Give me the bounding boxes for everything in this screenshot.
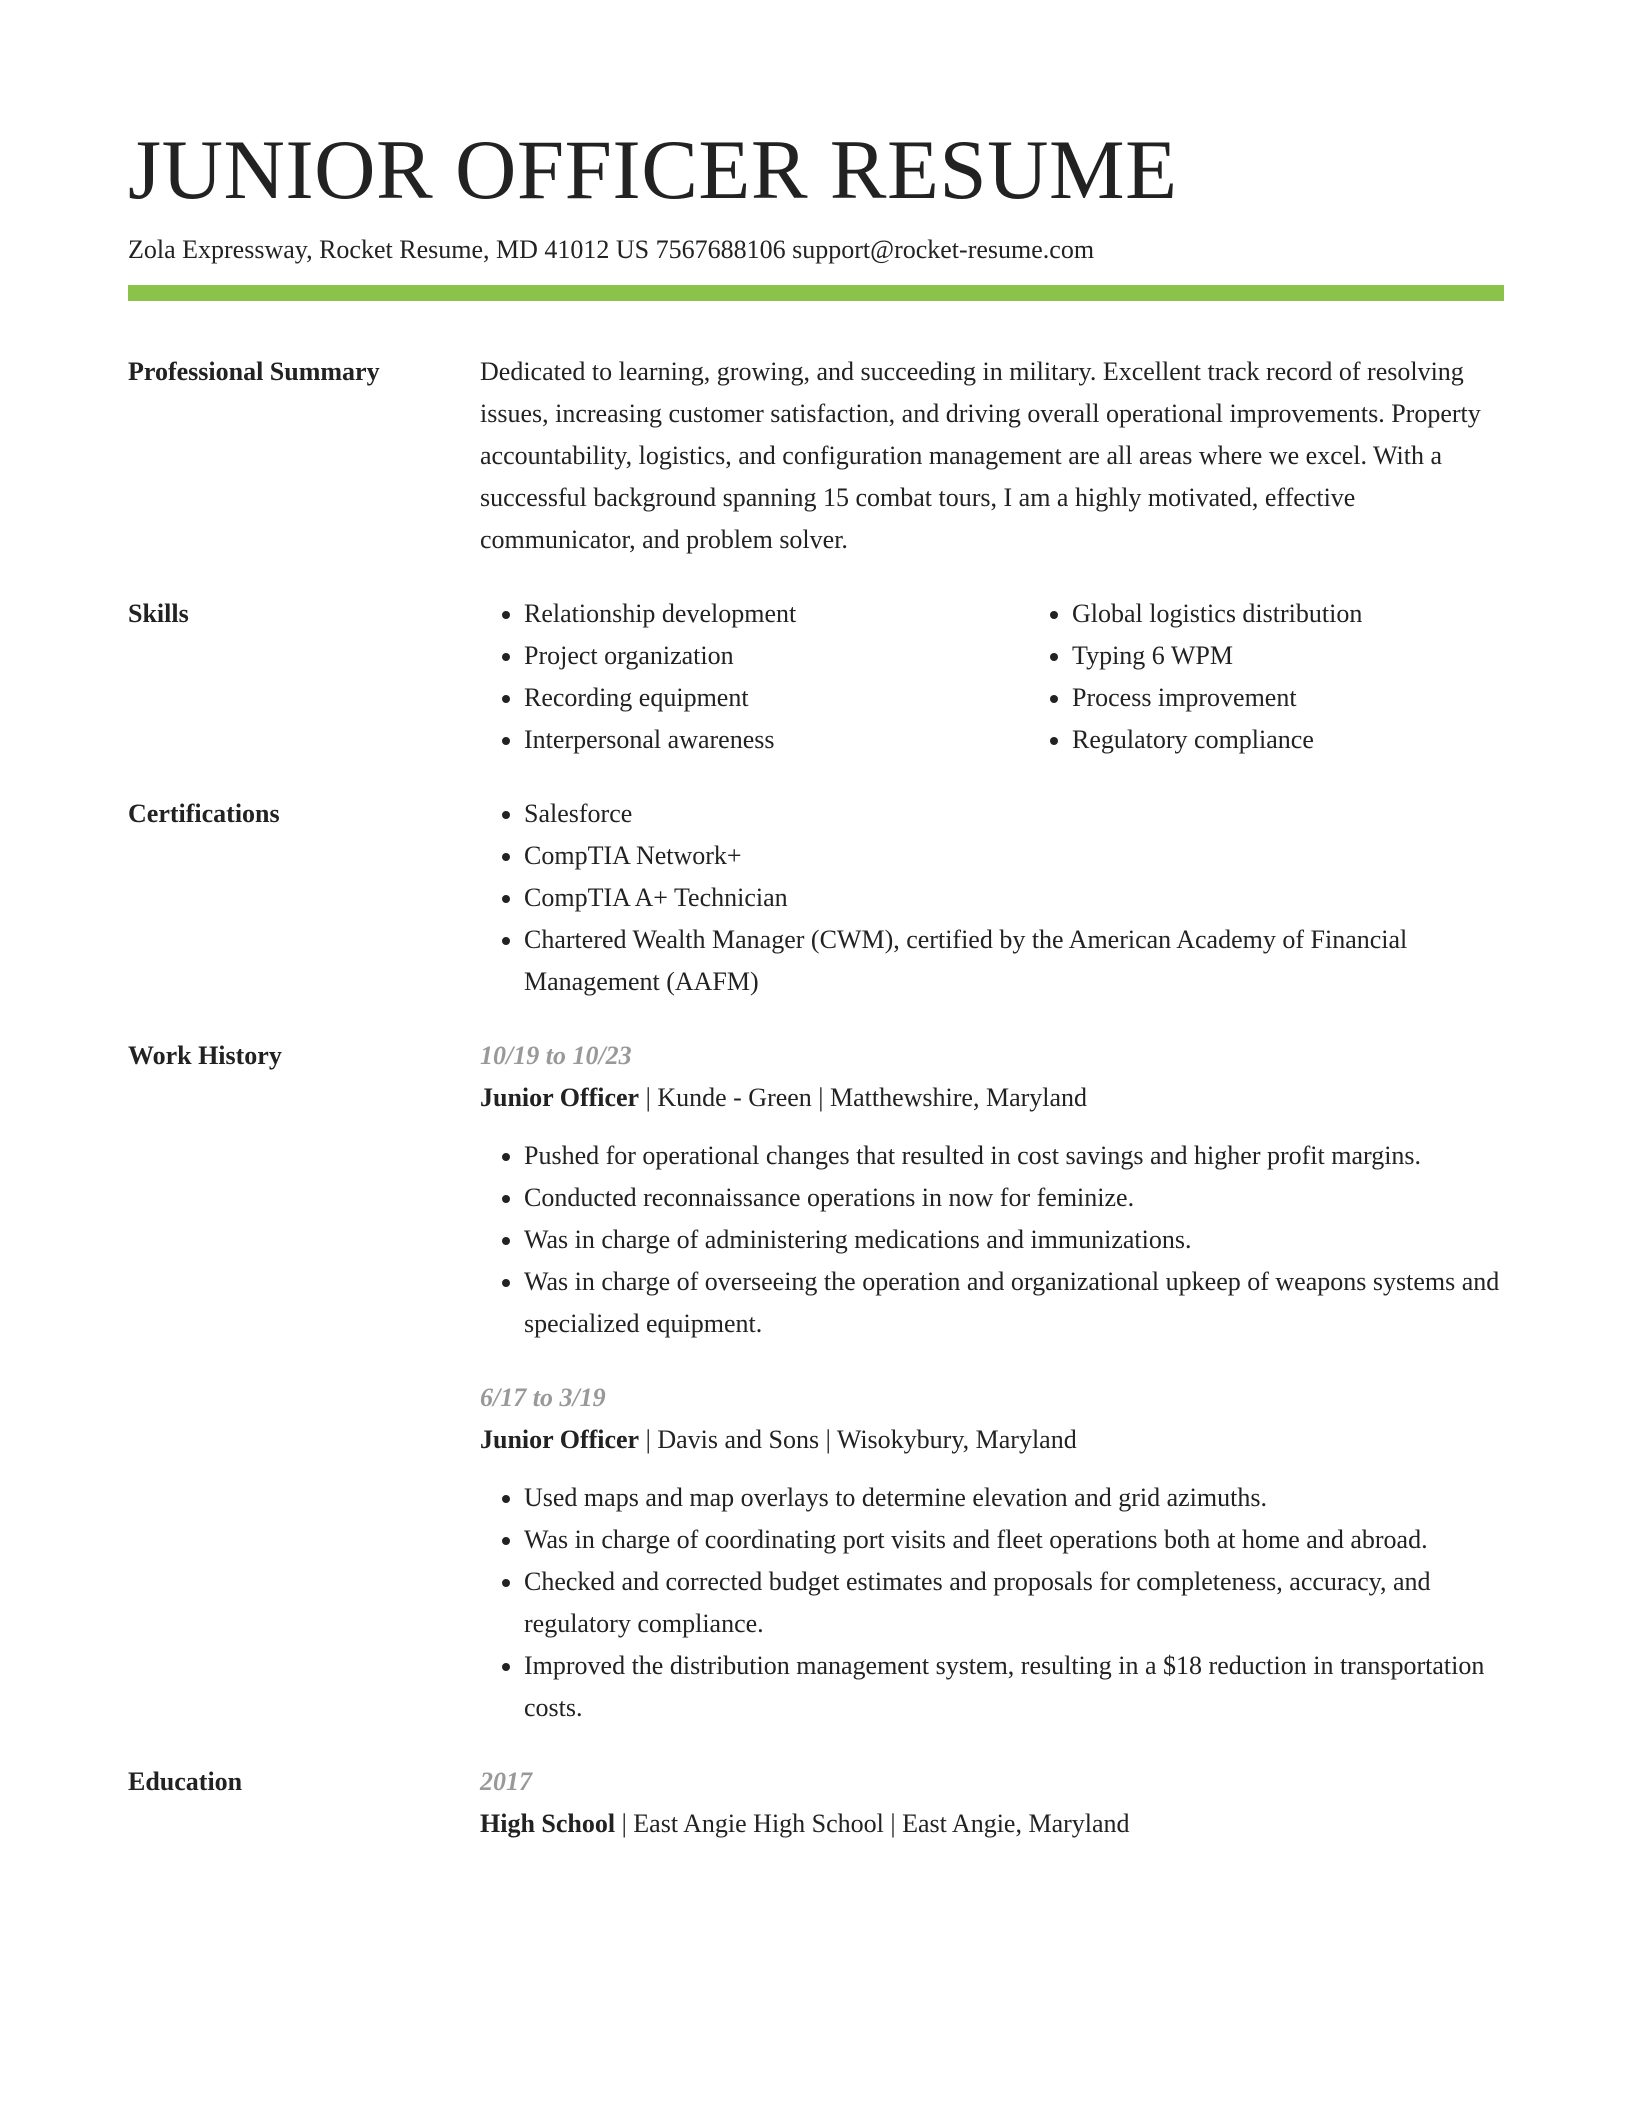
skills-list-left xyxy=(480,593,1028,761)
summary-section xyxy=(128,351,1504,561)
certification-item: • CompTIA Network+ xyxy=(524,835,1504,877)
job-title: Junior Officer xyxy=(480,1425,640,1454)
education-degree: High School xyxy=(480,1809,616,1838)
work-history-section xyxy=(128,1035,1504,1729)
job-entry xyxy=(480,1035,1504,1345)
job-bullet: • Improved the distribution management system, resulting in a $18 reduction in transportation costs. xyxy=(524,1645,1504,1729)
certification-item: • CompTIA A+ Technician xyxy=(524,877,1504,919)
job-bullet: • Pushed for operational changes that resulted in cost savings and higher profit margins. xyxy=(524,1135,1504,1177)
skill-item: • Recording equipment xyxy=(524,677,1028,719)
section-label-summary: Professional Summary xyxy=(128,357,380,386)
section-label-education: Education xyxy=(128,1767,243,1796)
education-line xyxy=(480,1803,1504,1845)
education-school-location: | East Angie High School | East Angie, Maryland xyxy=(615,1809,1130,1838)
job-bullet: • Was in charge of coordinating port visits and fleet operations both at home and abroad. xyxy=(524,1519,1504,1561)
skill-item: • Process improvement xyxy=(1072,677,1504,719)
job-bullets xyxy=(480,1135,1504,1345)
certifications-section xyxy=(128,793,1504,1003)
skill-item: • Relationship development xyxy=(524,593,1028,635)
job-dates: 6/17 to 3/19 xyxy=(480,1383,606,1412)
education-section xyxy=(128,1761,1504,1845)
job-employer-location: | Davis and Sons | Wisokybury, Maryland xyxy=(639,1425,1077,1454)
job-employer-location: | Kunde - Green | Matthewshire, Maryland xyxy=(639,1083,1088,1112)
skill-item: • Interpersonal awareness xyxy=(524,719,1028,761)
skill-item: • Global logistics distribution xyxy=(1072,593,1504,635)
job-bullets xyxy=(480,1477,1504,1729)
certification-item: • Chartered Wealth Manager (CWM), certified by the American Academy of Financial Management (AAFM) xyxy=(524,919,1504,1003)
job-bullet: • Was in charge of administering medications and immunizations. xyxy=(524,1219,1504,1261)
job-bullet: • Conducted reconnaissance operations in now for feminize. xyxy=(524,1177,1504,1219)
resume-title: JUNIOR OFFICER RESUME xyxy=(128,123,1178,217)
job-role-line xyxy=(480,1077,1504,1119)
section-label-certifications: Certifications xyxy=(128,799,280,828)
skill-item: • Typing 6 WPM xyxy=(1072,635,1504,677)
job-dates: 10/19 to 10/23 xyxy=(480,1041,632,1070)
accent-divider xyxy=(128,285,1504,301)
certification-item: • Salesforce xyxy=(524,793,1504,835)
skill-item: • Regulatory compliance xyxy=(1072,719,1504,761)
section-label-work-history: Work History xyxy=(128,1041,282,1070)
skill-item: • Project organization xyxy=(524,635,1028,677)
job-role-line xyxy=(480,1419,1504,1461)
section-label-skills: Skills xyxy=(128,599,189,628)
job-title: Junior Officer xyxy=(480,1083,640,1112)
job-bullet: • Was in charge of overseeing the operation and organizational upkeep of weapons systems and specialized equipment. xyxy=(524,1261,1504,1345)
resume-page xyxy=(128,118,1504,1845)
job-bullet: • Checked and corrected budget estimates and proposals for completeness, accuracy, and regulatory compliance. xyxy=(524,1561,1504,1645)
skills-section xyxy=(128,593,1504,761)
summary-text: Dedicated to learning, growing, and succeeding in military. Excellent track record of resolving issues, increasing customer satisfaction, and driving overall operational improvements. Property accountability, logistics, and configuration management are all areas where we excel. With a successful background spanning 15 combat tours, I am a highly motivated, effective communicator, and problem solver. xyxy=(480,357,1481,554)
certifications-list xyxy=(480,793,1504,1003)
contact-info: Zola Expressway, Rocket Resume, MD 41012 US 7567688106 support@rocket-resume.com xyxy=(128,235,1095,264)
job-entry xyxy=(480,1377,1504,1729)
skills-grid xyxy=(480,593,1504,761)
education-year: 2017 xyxy=(480,1767,532,1796)
job-bullet: • Used maps and map overlays to determine elevation and grid azimuths. xyxy=(524,1477,1504,1519)
skills-list-right xyxy=(1028,593,1504,761)
